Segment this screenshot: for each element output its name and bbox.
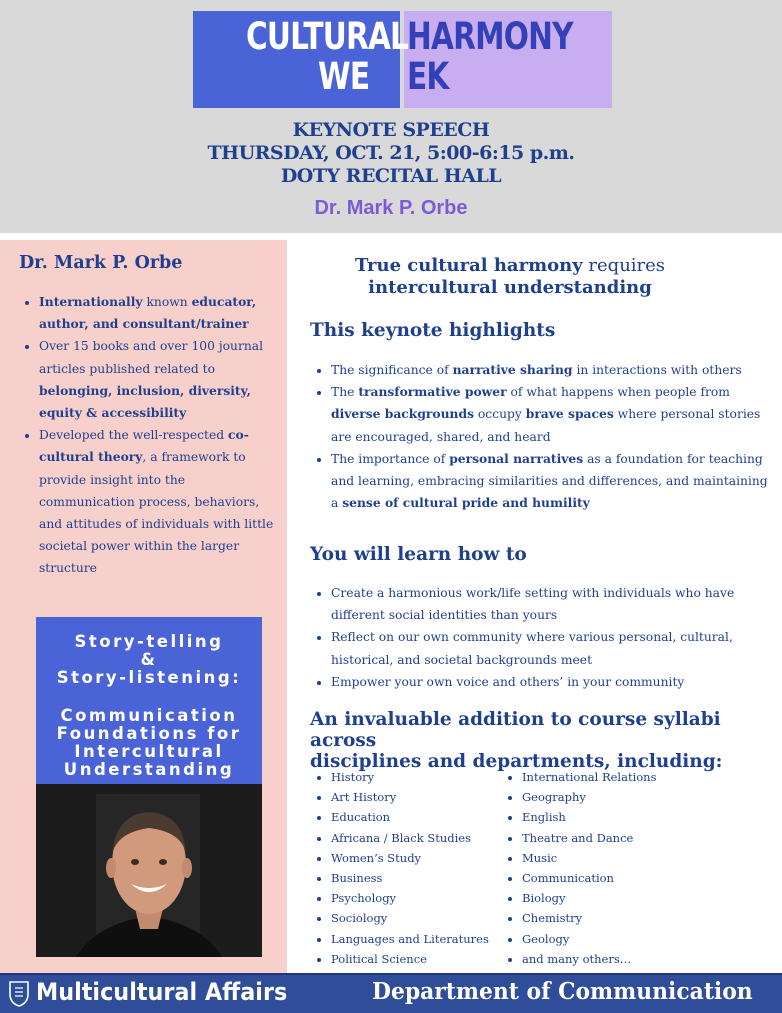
highlights-heading: This keynote highlights [310, 320, 556, 341]
event-datetime: THURSDAY, OCT. 21, 5:00-6:15 p.m. [207, 142, 575, 164]
logo-word-cultural: CULTURAL [246, 15, 409, 58]
tagline: True cultural harmony requires intercultural understanding [354, 255, 666, 298]
bio-item: • Over 15 books and over 100 journal articles published related to belonging, inclusion, diversity, equity & accessibility [39, 335, 279, 424]
logo-word-we: WE [318, 55, 370, 98]
logo-word-harmony: HARMONY [407, 15, 573, 58]
discipline-item: • Communication [522, 868, 722, 888]
discipline-item: • History [331, 767, 516, 787]
discipline-item: • Business [331, 868, 516, 888]
learn-list [312, 582, 776, 693]
speaker-photo [36, 784, 262, 957]
discipline-item: • Geology [522, 929, 722, 949]
speaker-portrait-icon [36, 784, 262, 957]
highlights-list [312, 359, 776, 514]
discipline-item: • English [522, 807, 722, 827]
learn-item: • Reflect on our own community where various personal, cultural, historical, and societal backgrounds meet [331, 626, 776, 670]
event-speaker: Dr. Mark P. Orbe [314, 197, 468, 219]
discipline-item: • Education [331, 807, 516, 827]
discipline-item: • Geography [522, 787, 722, 807]
event-venue: DOTY RECITAL HALL [280, 165, 502, 187]
learn-heading: You will learn how to [310, 544, 527, 565]
highlight-item: • The transformative power of what happens when people from diverse backgrounds occupy brave spaces where personal stories are encouraged, shared, and heard [331, 381, 776, 448]
highlight-item: • The significance of narrative sharing in interactions with others [331, 359, 776, 381]
discipline-item: • Chemistry [522, 908, 722, 928]
discipline-list-right [503, 767, 722, 969]
syllabi-heading: An invaluable addition to course syllabi across disciplines and departments, including: [310, 709, 723, 772]
bio-item: • Internationally known educator, author, and consultant/trainer [39, 291, 279, 335]
discipline-item: • Languages and Literatures [331, 929, 516, 949]
discipline-item: • Political Science [331, 949, 516, 969]
discipline-item: • Music [522, 848, 722, 868]
talk-title-part1: Story-telling & Story-listening: [56, 632, 242, 687]
discipline-item: • Sociology [331, 908, 516, 928]
discipline-item: • International Relations [522, 767, 722, 787]
discipline-item: • Women’s Study [331, 848, 516, 868]
university-seal-icon [8, 980, 30, 1007]
bio-list [20, 291, 279, 580]
bio-item: • Developed the well-respected co-cultural theory, a framework to provide insight into the communication process, behaviors, and attitudes of individuals with little societal power within the larger structure [39, 424, 279, 579]
discipline-item: • and many others… [522, 949, 722, 969]
discipline-item: • Africana / Black Studies [331, 828, 516, 848]
learn-item: • Create a harmonious work/life setting with individuals who have different social identities than yours [331, 582, 776, 626]
highlight-item: • The importance of personal narratives as a foundation for teaching and learning, embracing similarities and differences, and maintaining a sense of cultural pride and humility [331, 448, 776, 515]
footer-divider [0, 973, 782, 975]
discipline-list-left [312, 767, 516, 969]
discipline-item: • Biology [522, 888, 722, 908]
bio-name: Dr. Mark P. Orbe [19, 253, 183, 273]
discipline-item: • Psychology [331, 888, 516, 908]
discipline-item: • Theatre and Dance [522, 828, 722, 848]
learn-item: • Empower your own voice and others’ in your community [331, 671, 776, 693]
talk-title-part2: Communication Foundations for Intercultural Understanding [56, 706, 242, 779]
event-type: KEYNOTE SPEECH [292, 119, 490, 141]
logo-word-ek: EK [407, 55, 449, 98]
discipline-item: • Art History [331, 787, 516, 807]
footer-department-of-communication: Department of Communication [372, 978, 753, 1005]
footer-multicultural-affairs: Multicultural Affairs [36, 978, 288, 1006]
